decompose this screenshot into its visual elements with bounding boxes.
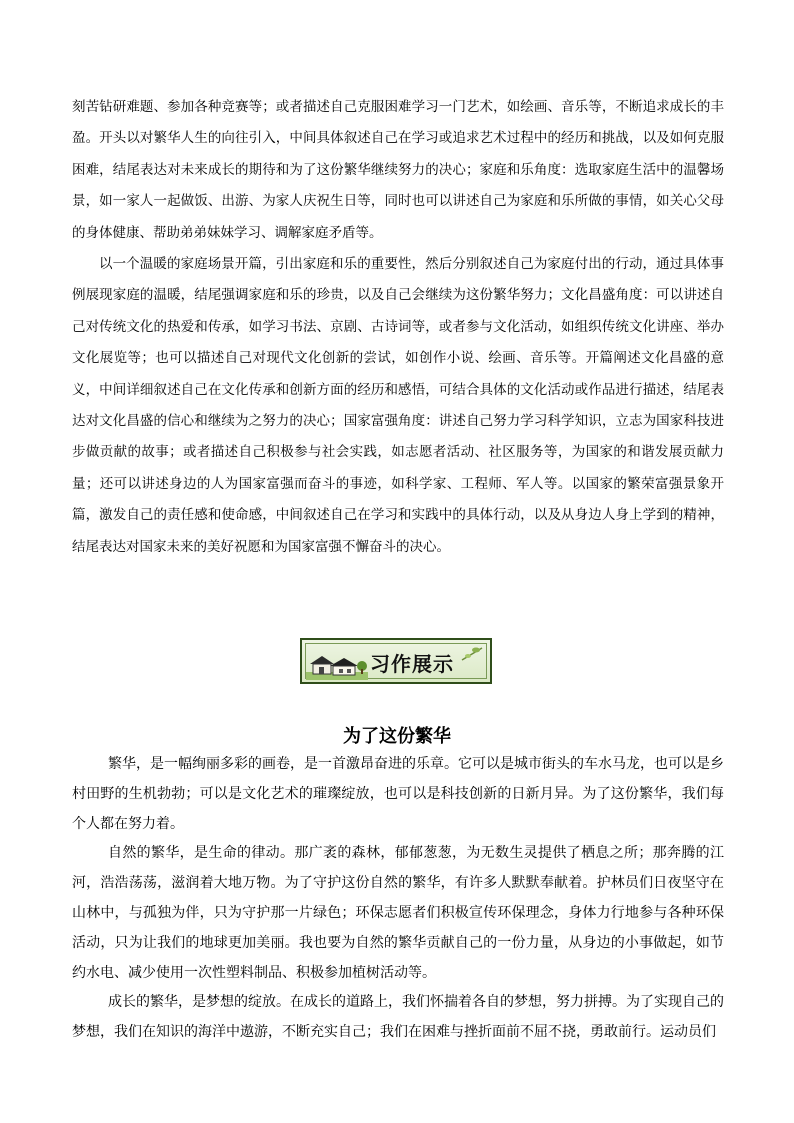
- essay-title: 为了这份繁华: [343, 726, 451, 747]
- writing-guidance-section: [72, 92, 724, 563]
- bird-branch-icon: [460, 644, 484, 664]
- guidance-paragraph: 以一个温暖的家庭场景开篇，引出家庭和乐的重要性，然后分别叙述自己为家庭付出的行动，通过具体事例展现家庭的温暖，结尾强调家庭和乐的珍贵，以及自己会继续为这份繁华努力；文化昌盛角度：可以讲述自己对传统文化的热爱和传承，如学习书法、京剧、古诗词等，或者参与文化活动，如组织传统文化讲座、举办文化展览等；也可以描述自己对现代文化创新的尝试，如创作小说、绘画、音乐等。开篇阐述文化昌盛的意义，中间详细叙述自己在文化传承和创新方面的经历和感悟，可结合具体的文化活动或作品进行描述，结尾表达对文化昌盛的信心和继续为之努力的决心；国家富强角度：讲述自己努力学习科学知识，立志为国家科技进步做贡献的故事；或者描述自己积极参与社会实践，如志愿者活动、社区服务等，为国家的和谐发展贡献力量；还可以讲述身边的人为国家富强而奋斗的事迹，如科学家、工程师、军人等。以国家的繁荣富强景象开篇，激发自己的责任感和使命感，中间叙述自己在学习和实践中的具体行动，以及从身边人身上学到的精神，结尾表达对国家未来的美好祝愿和为国家富强不懈奋斗的决心。: [72, 256, 724, 555]
- banner-title: 习作展示: [370, 652, 454, 676]
- village-house-icon: [306, 644, 368, 680]
- essay-paragraph: 成长的繁华，是梦想的绽放。在成长的道路上，我们怀揣着各自的梦想，努力拼搏。为了实现自己的梦想，我们在知识的海洋中遨游，不断充实自己；我们在困难与挫折面前不屈不挠，勇敢前行。运动员们: [72, 994, 724, 1041]
- essay-paragraph: 繁华，是一幅绚丽多彩的画卷，是一首激昂奋进的乐章。它可以是城市街头的车水马龙，也可以是乡村田野的生机勃勃；可以是文化艺术的璀璨绽放，也可以是科技创新的日新月异。为了这份繁华，我们每个人都在努力着。: [72, 756, 724, 832]
- section-banner: [300, 638, 492, 684]
- essay-body: [72, 750, 724, 1048]
- essay-paragraph: 自然的繁华，是生命的律动。那广袤的森林，郁郁葱葱，为无数生灵提供了栖息之所；那奔腾的江河，浩浩荡荡，滋润着大地万物。为了守护这份自然的繁华，有许多人默默奉献着。护林员们日夜坚守在山林中，与孤独为伴，只为守护那一片绿色；环保志愿者们积极宣传环保理念，身体力行地参与各种环保活动，只为让我们的地球更加美丽。我也要为自然的繁华贡献自己的一份力量，从身边的小事做起，如节约水电、减少使用一次性塑料制品、积极参加植树活动等。: [72, 845, 724, 981]
- guidance-paragraph: 刻苦钻研难题、参加各种竞赛等；或者描述自己克服困难学习一门艺术，如绘画、音乐等，不断追求成长的丰盈。开头以对繁华人生的向往引入，中间具体叙述自己在学习或追求艺术过程中的经历和挑战，以及如何克服困难，结尾表达对未来成长的期待和为了这份繁华继续努力的决心；家庭和乐角度：选取家庭生活中的温馨场景，如一家人一起做饭、出游、为家人庆祝生日等，同时也可以讲述自己为家庭和乐所做的事情，如关心父母的身体健康、帮助弟弟妹妹学习、调解家庭矛盾等。: [72, 99, 724, 241]
